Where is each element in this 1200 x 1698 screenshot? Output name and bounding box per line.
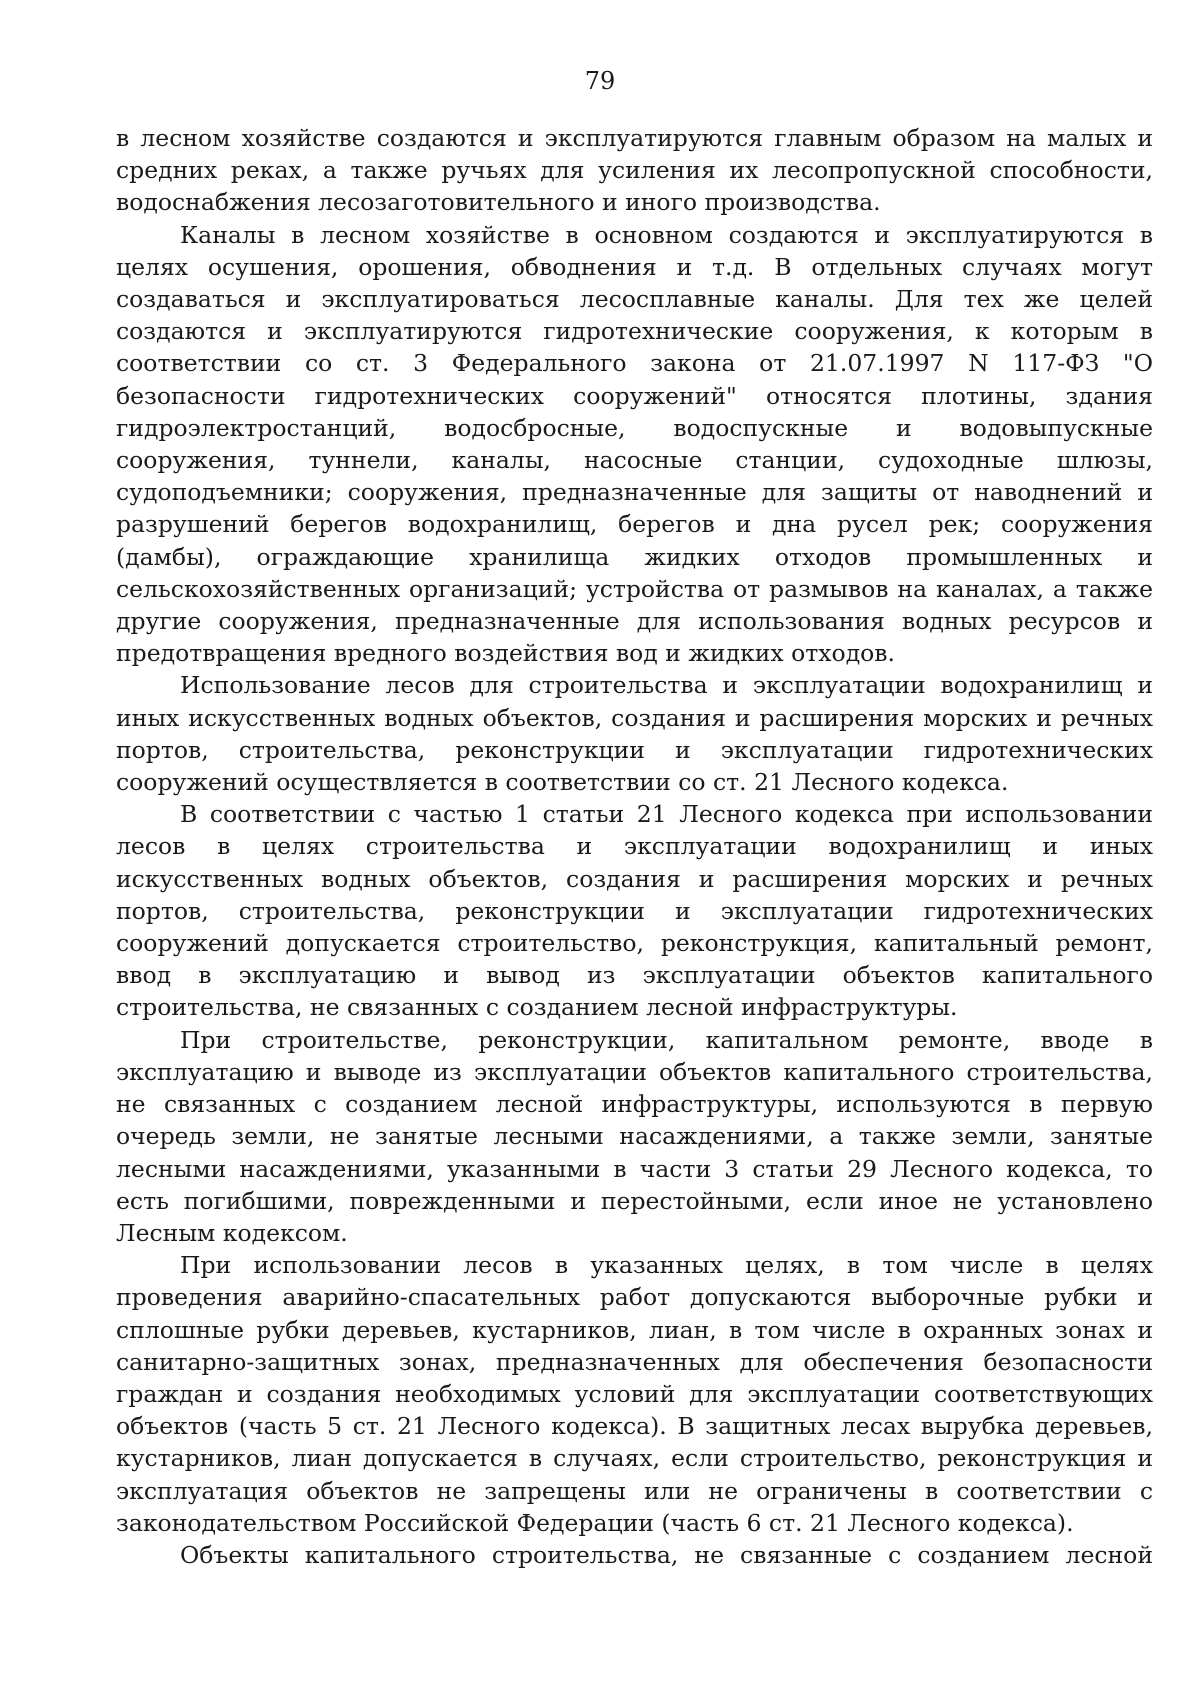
paragraph-forest-use: Использование лесов для строительства и эксплуатации водохранилищ и иных искусственных водных объектов, создания и расширения морских и речных портов, строительства, реконструкции и эксплуатации гидротехнических сооружений осуществляется в соответствии со ст. 21 Лесного кодекса. bbox=[116, 671, 1153, 797]
paragraph-continuation: в лесном хозяйстве создаются и эксплуатируются главным образом на малых и средних реках, а также ручьях для усиления их лесопропускной способности, водоснабжения лесозаготовительного и иного производства. bbox=[116, 124, 1153, 217]
paragraph-canals: Каналы в лесном хозяйстве в основном создаются и эксплуатируются в целях осушения, орошения, обводнения и т.д. В отдельных случаях могут создаваться и эксплуатироваться лесосплавные каналы. Для тех же целей создаются и эксплуатируются гидротехнические сооружения, к которым в соответствии со ст. 3 Федерального закона от 21.07.1997 N 117-ФЗ "О безопасности гидротехнических сооружений" относятся плотины, здания гидроэлектростанций, водосбросные, водоспускные и водовыпускные сооружения, туннели, каналы, насосные станции, судоходные шлюзы, судоподъемники; сооружения, предназначенные для защиты от наводнений и разрушений берегов водохранилищ, берегов и дна русел рек; сооружения (дамбы), ограждающие хранилища жидких отходов промышленных и сельскохозяйственных организаций; устройства от размывов на каналах, а также другие сооружения, предназначенные для использования водных ресурсов и предотвращения вредного воздействия вод и жидких отходов. bbox=[116, 220, 1153, 668]
paragraph-capital-objects: Объекты капитального строительства, не связанные с созданием лесной bbox=[180, 1540, 1153, 1569]
paragraph-article-21-part-1: В соответствии с частью 1 статьи 21 Лесного кодекса при использовании лесов в целях строительства и эксплуатации водохранилищ и иных искусственных водных объектов, создания и расширения морских и речных портов, строительства, реконструкции и эксплуатации гидротехнических сооружений допускается строительство, реконструкция, капитальный ремонт, ввод в эксплуатацию и вывод из эксплуатации объектов капитального строительства, не связанных с созданием лесной инфраструктуры. bbox=[116, 800, 1153, 1022]
paragraph-felling: При использовании лесов в указанных целях, в том числе в целях проведения аварийно-спасательных работ допускаются выборочные рубки и сплошные рубки деревьев, кустарников, лиан, в том числе в охранных зонах и санитарно-защитных зонах, предназначенных для обеспечения безопасности граждан и создания необходимых условий для эксплуатации соответствующих объектов (часть 5 ст. 21 Лесного кодекса). В защитных лесах вырубка деревьев, кустарников, лиан допускается в случаях, если строительство, реконструкция и эксплуатация объектов не запрещены или не ограничены в соответствии с законодательством Российской Федерации (часть 6 ст. 21 Лесного кодекса). bbox=[116, 1251, 1153, 1537]
page-number: 79 bbox=[584, 67, 616, 95]
body-text bbox=[116, 122, 1153, 1571]
paragraph-construction-lands: При строительстве, реконструкции, капитальном ремонте, вводе в эксплуатацию и выводе из эксплуатации объектов капитального строительства, не связанных с созданием лесной инфраструктуры, используются в первую очередь земли, не занятые лесными насаждениями, а также земли, занятые лесными насаждениями, указанными в части 3 статьи 29 Лесного кодекса, то есть погибшими, поврежденными и перестойными, если иное не установлено Лесным кодексом. bbox=[116, 1025, 1153, 1247]
